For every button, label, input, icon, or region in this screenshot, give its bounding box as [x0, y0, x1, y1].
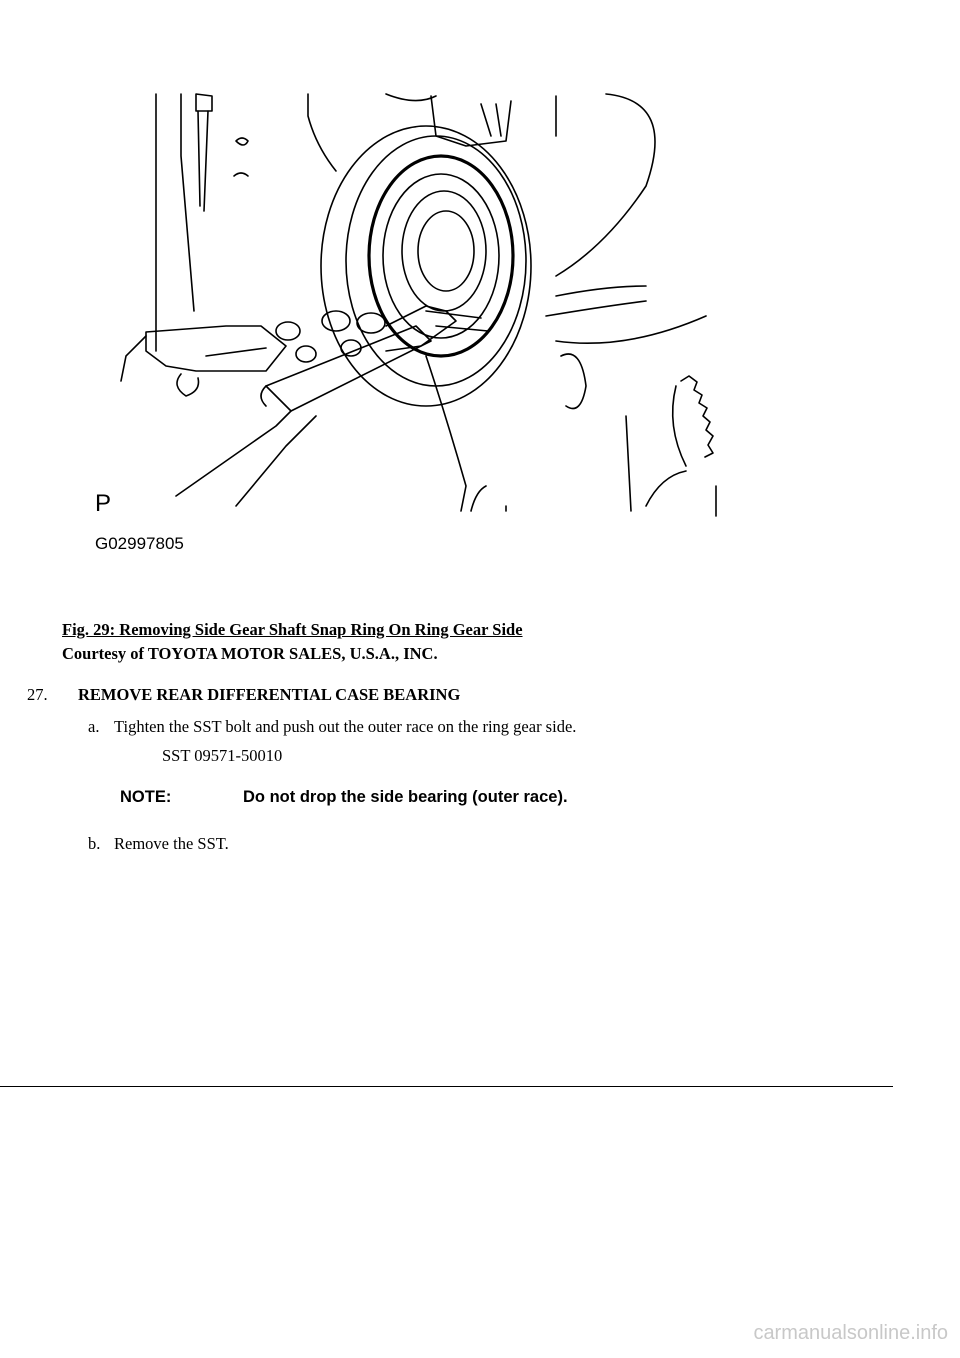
- note-label: NOTE:: [120, 788, 172, 806]
- step-number: 27.: [27, 685, 48, 704]
- substep-b-marker: b.: [88, 834, 101, 853]
- figure-courtesy: Courtesy of TOYOTA MOTOR SALES, U.S.A., INC.: [62, 644, 438, 663]
- watermark: carmanualsonline.info: [753, 1322, 948, 1344]
- figure-illustration: [86, 86, 736, 566]
- figure-label: P: [95, 490, 112, 517]
- page-divider: [0, 1086, 893, 1087]
- step-title: REMOVE REAR DIFFERENTIAL CASE BEARING: [78, 685, 461, 704]
- substep-a-marker: a.: [88, 717, 100, 736]
- substep-b-text: Remove the SST.: [114, 834, 229, 853]
- figure-code: G02997805: [95, 534, 184, 553]
- sst-number: SST 09571-50010: [162, 746, 283, 765]
- figure-caption: Fig. 29: Removing Side Gear Shaft Snap Ring On Ring Gear Side: [62, 620, 523, 639]
- note-text: Do not drop the side bearing (outer race).: [243, 788, 568, 806]
- substep-a-text: Tighten the SST bolt and push out the outer race on the ring gear side.: [114, 717, 577, 736]
